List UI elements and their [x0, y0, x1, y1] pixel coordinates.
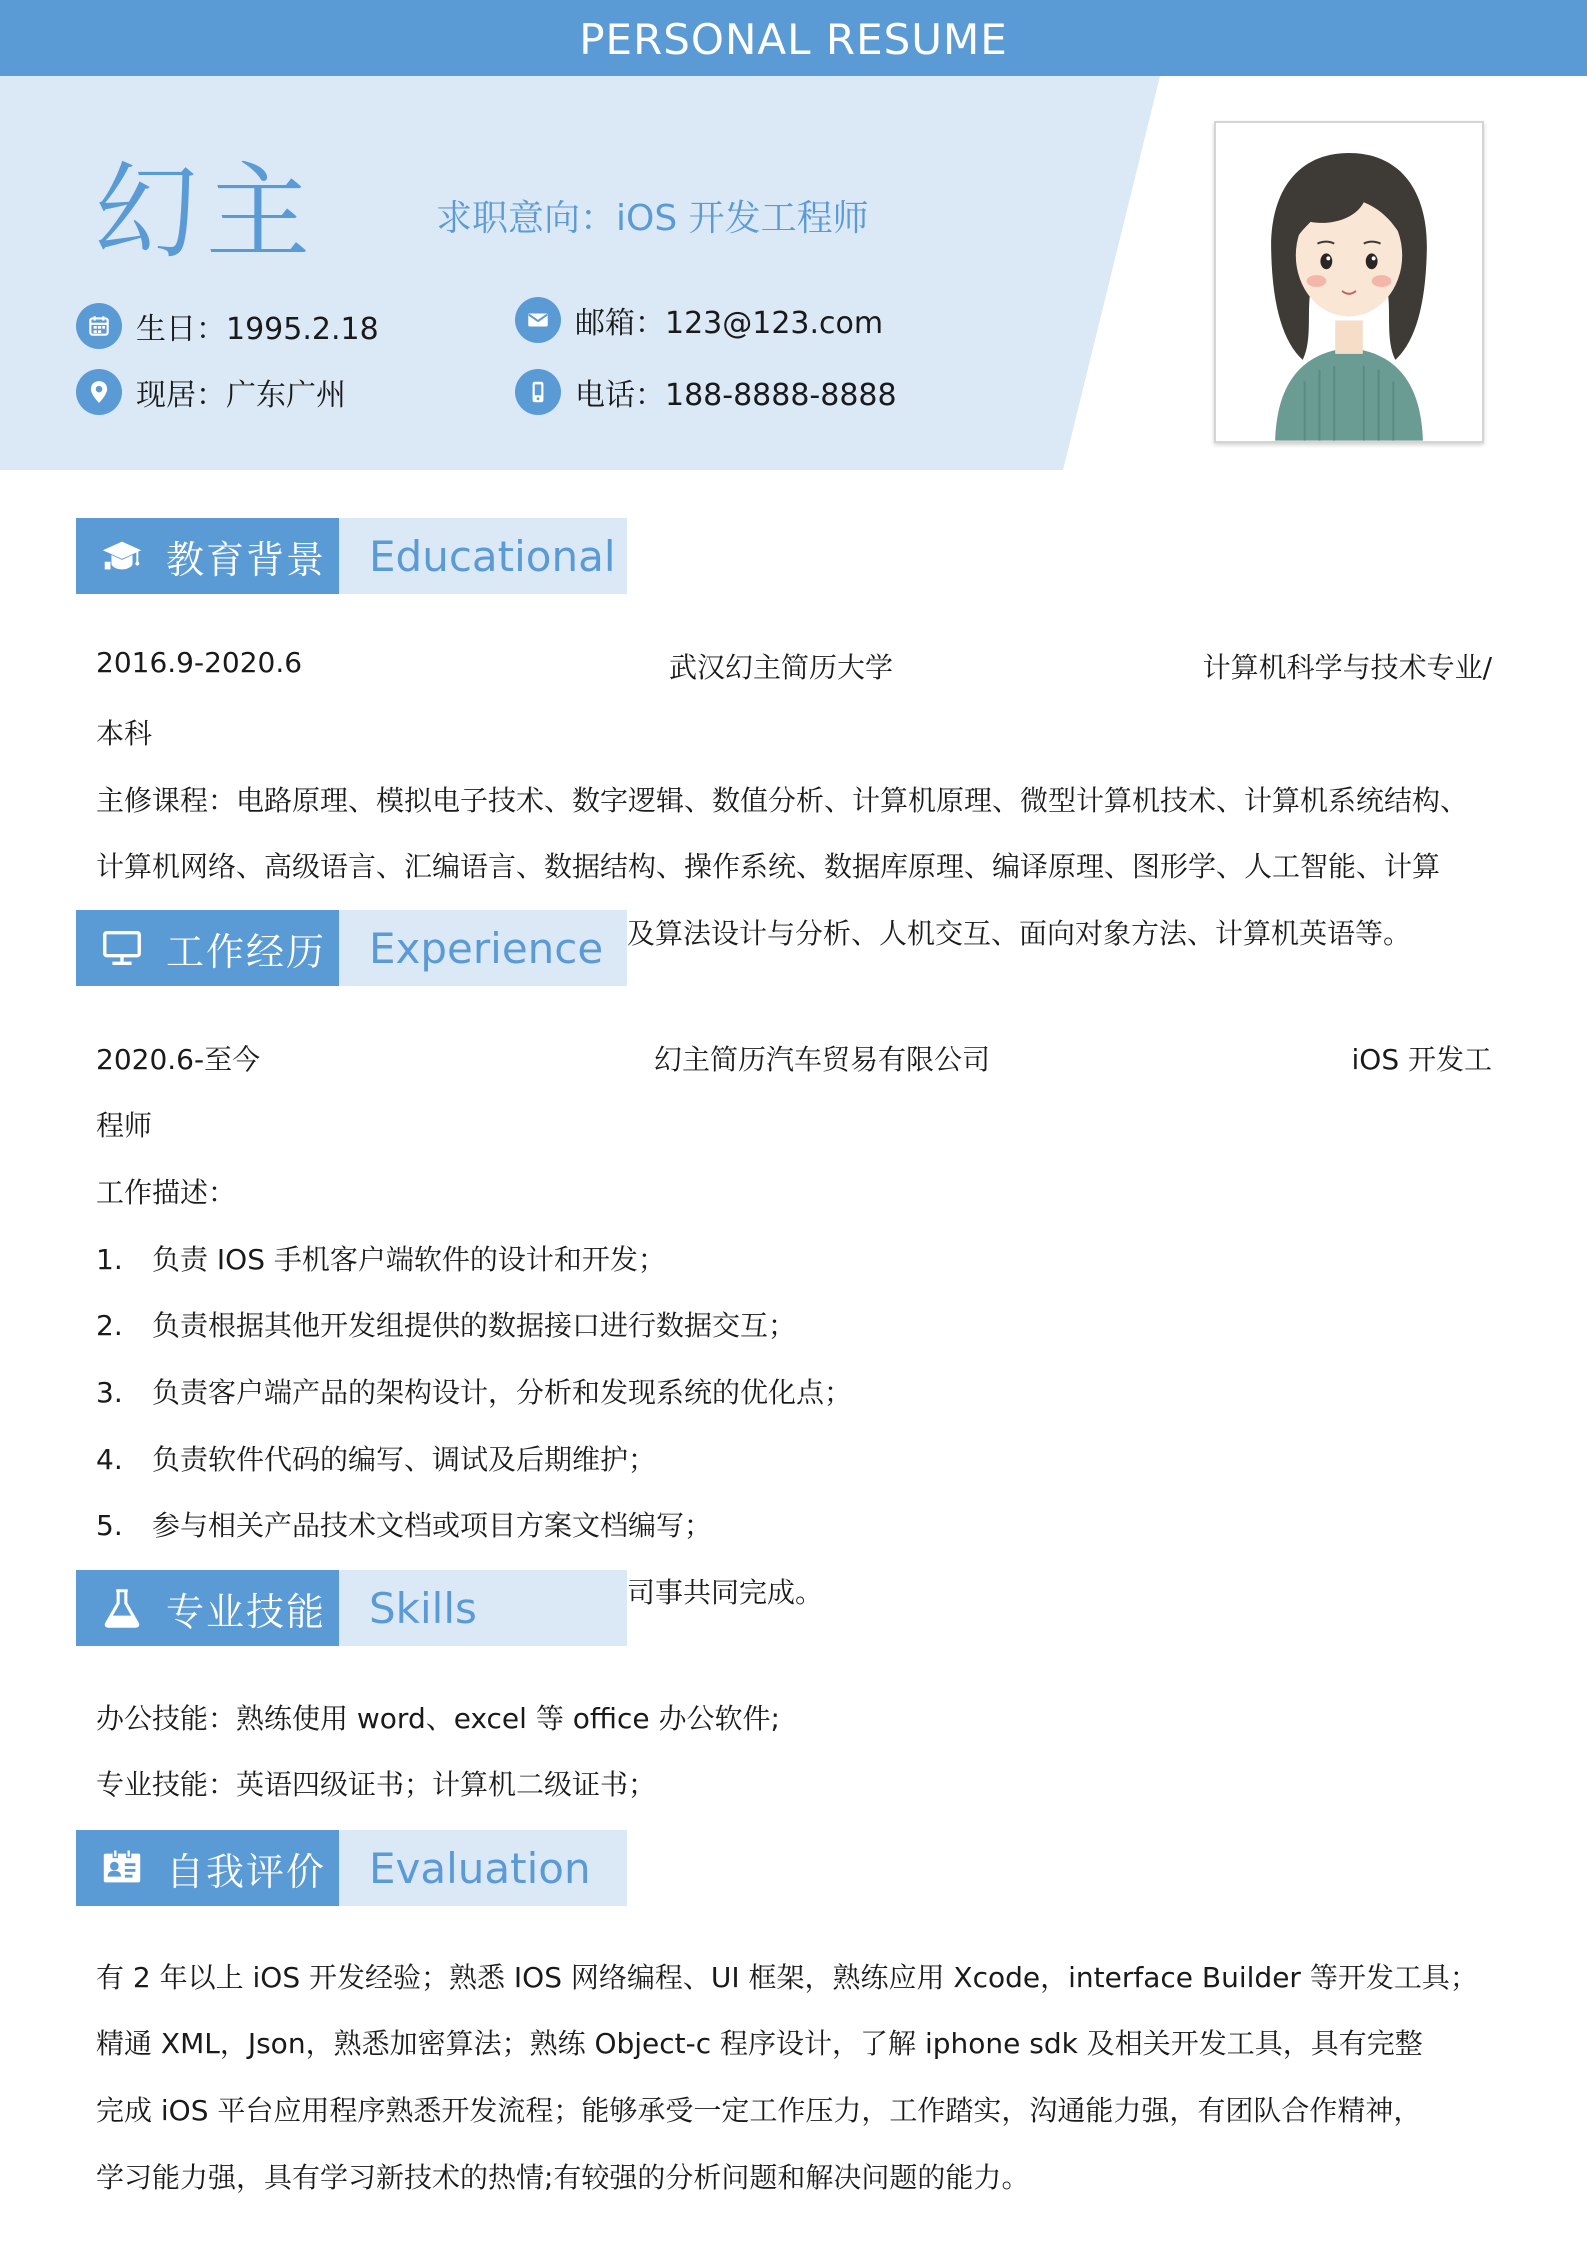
birthday-info — [76, 303, 379, 349]
list-item: 3. 负责客户端产品的架构设计，分析和发现系统的优化点； — [96, 1376, 853, 1409]
experience-period: 2020.6-至今 — [96, 1043, 261, 1076]
calendar-icon — [76, 303, 122, 349]
experience-section-header — [76, 910, 627, 986]
experience-position-cont: 程师 — [96, 1109, 153, 1142]
flask-icon — [96, 1582, 148, 1634]
birthday-text: 生日：1995.2.18 — [136, 312, 379, 347]
education-school: 武汉幻主简历大学 — [669, 651, 894, 684]
profile-photo — [1214, 121, 1484, 443]
evaluation-line: 有 2 年以上 iOS 开发经验；熟悉 IOS 网络编程、UI 框架，熟练应用 Xcode，interface Builder 等开发工具； — [96, 1961, 1478, 1994]
skills-title-cn: 专业技能 — [166, 1589, 327, 1634]
education-major: 计算机科学与技术专业/ — [1202, 651, 1492, 684]
skills-title-en: Skills — [369, 1584, 477, 1633]
list-item: 5. 参与相关产品技术文档或项目方案文档编写； — [96, 1509, 713, 1542]
evaluation-line: 学习能力强，具有学习新技术的热情;有较强的分析问题和解决问题的能力。 — [96, 2161, 1030, 2194]
list-item: 4. 负责软件代码的编写、调试及后期维护； — [96, 1443, 657, 1476]
list-item: 1. 负责 IOS 手机客户端软件的设计和开发； — [96, 1243, 666, 1276]
experience-company: 幻主简历汽车贸易有限公司 — [654, 1043, 991, 1076]
experience-desc-label: 工作描述： — [96, 1176, 237, 1209]
evaluation-title-en: Evaluation — [369, 1844, 591, 1893]
evaluation-line: 精通 XML，Json，熟悉加密算法；熟练 Object-c 程序设计，了解 iphone sdk 及相关开发工具，具有完整 — [96, 2027, 1423, 2060]
experience-overflow-text: 司事共同完成。 — [627, 1576, 824, 1609]
email-info — [515, 297, 883, 343]
education-courses-line: 及算法设计与分析、人机交互、面向对象方法、计算机英语等。 — [627, 917, 1412, 950]
location-info — [76, 369, 346, 415]
education-section-header — [76, 518, 627, 594]
experience-title-en: Experience — [369, 924, 604, 973]
experience-position: iOS 开发工 — [1351, 1043, 1492, 1076]
location-icon — [76, 369, 122, 415]
evaluation-section-header — [76, 1830, 627, 1906]
education-courses-line: 主修课程：电路原理、模拟电子技术、数字逻辑、数值分析、计算机原理、微型计算机技术、计算机系统结构、 — [96, 784, 1469, 817]
location-text: 现居：广东广州 — [136, 378, 346, 413]
list-item: 2. 负责根据其他开发组提供的数据接口进行数据交互； — [96, 1309, 797, 1342]
graduation-cap-icon — [96, 530, 148, 582]
phone-info — [515, 369, 897, 415]
email-icon — [515, 297, 561, 343]
skills-office: 办公技能：熟练使用 word、excel 等 office 办公软件; — [96, 1702, 780, 1735]
education-period: 2016.9-2020.6 — [96, 646, 303, 679]
experience-entry — [96, 1038, 1492, 1078]
skills-section-header — [76, 1570, 627, 1646]
candidate-name: 幻主 — [94, 151, 319, 273]
education-title-en: Educational — [369, 532, 616, 581]
phone-icon — [515, 369, 561, 415]
experience-title-cn: 工作经历 — [166, 929, 327, 974]
job-intent: 求职意向：iOS 开发工程师 — [436, 198, 869, 239]
id-card-icon — [96, 1842, 148, 1894]
education-title-cn: 教育背景 — [166, 537, 327, 582]
education-entry — [96, 646, 1492, 684]
evaluation-title-cn: 自我评价 — [166, 1849, 327, 1894]
education-degree: 本科 — [96, 717, 153, 750]
phone-text: 电话：188-8888-8888 — [575, 378, 897, 413]
evaluation-line: 完成 iOS 平台应用程序熟悉开发流程；能够承受一定工作压力，工作踏实，沟通能力强，有团队合作精神， — [96, 2094, 1422, 2127]
email-text: 邮箱：123@123.com — [575, 306, 884, 341]
skills-professional: 专业技能：英语四级证书；计算机二级证书； — [96, 1768, 657, 1801]
monitor-icon — [96, 922, 148, 974]
page-title: PERSONAL RESUME — [579, 15, 1008, 64]
education-courses-line: 计算机网络、高级语言、汇编语言、数据结构、操作系统、数据库原理、编译原理、图形学、人工智能、计算 — [96, 850, 1441, 883]
